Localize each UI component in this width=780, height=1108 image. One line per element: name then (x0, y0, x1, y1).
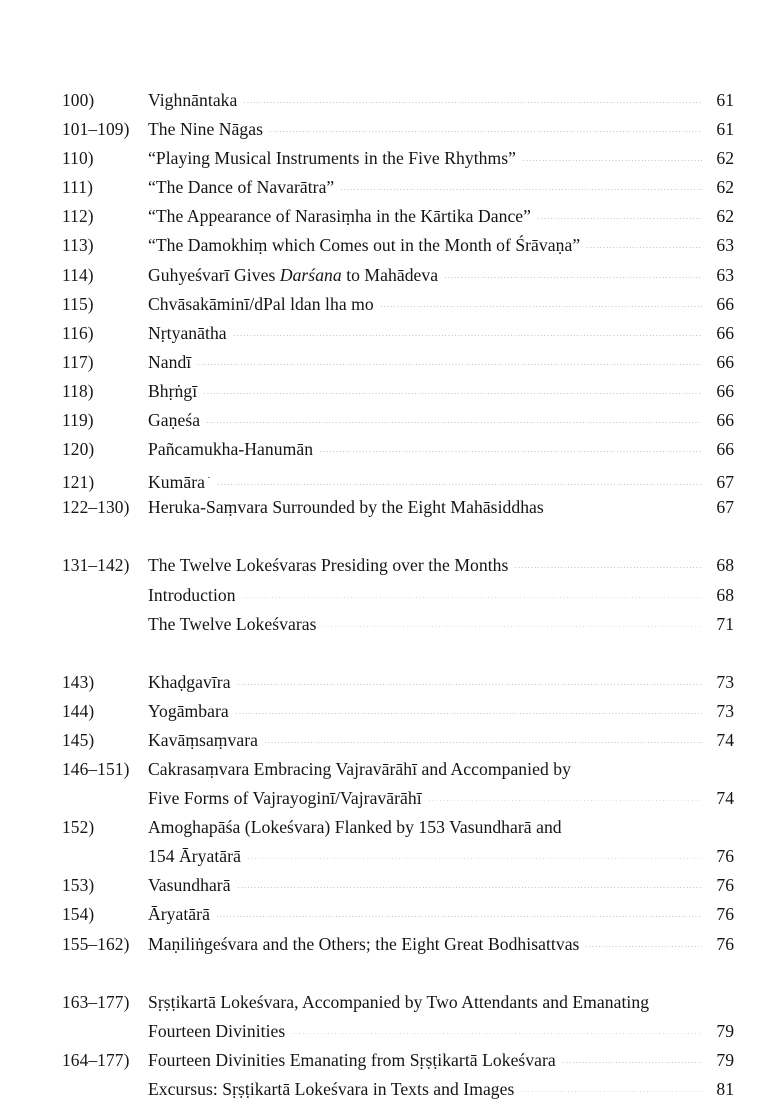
toc-page-number[interactable]: 71 (716, 613, 734, 634)
toc-title-area (148, 231, 706, 260)
toc-title-area (148, 930, 706, 959)
toc-page-number[interactable]: 79 (716, 1020, 734, 1041)
toc-page-number[interactable]: 81 (716, 1078, 734, 1099)
toc-entry[interactable] (62, 726, 734, 755)
toc-title-area (148, 144, 706, 173)
toc-entry-title: The Twelve Lokeśvaras Presiding over the Months (148, 555, 509, 576)
section-spacer (62, 959, 734, 988)
toc-entry-line[interactable] (62, 173, 734, 202)
toc-page-number[interactable]: 74 (716, 788, 734, 809)
dot-leader (563, 1062, 702, 1063)
toc-entry-number: 118) (62, 380, 94, 401)
toc-entry-number: 131–142) (62, 555, 130, 576)
toc-page-number[interactable]: 66 (716, 351, 734, 372)
section-spacer (62, 639, 734, 668)
toc-entry-title: Vasundharā (148, 875, 231, 896)
toc-entry-number: 119) (62, 410, 94, 431)
toc-entry-title: Guhyeśvarī Gives Darśana to Mahādeva (148, 264, 439, 285)
toc-entry-number: 146–151) (62, 758, 130, 779)
toc-entry-title: Nandī (148, 351, 192, 372)
toc-entry[interactable] (62, 173, 734, 202)
toc-title-area (148, 464, 706, 497)
toc-entry-title: The Twelve Lokeśvaras (148, 613, 317, 634)
toc-page-number[interactable]: 67 (716, 497, 734, 518)
toc-entry-title: Amoghapāśa (Lokeśvara) Flanked by 153 Vasundharā and (148, 817, 562, 838)
toc-page-number[interactable]: 79 (716, 1049, 734, 1070)
toc-entry-line[interactable] (62, 319, 734, 348)
dot-leader (587, 247, 702, 248)
toc-entry[interactable] (62, 348, 734, 377)
toc-entry-title: Chvāsakāminī/dPal ldan lha mo (148, 293, 374, 314)
toc-entry-line[interactable] (62, 551, 734, 580)
toc-page-number[interactable]: 61 (716, 90, 734, 110)
toc-entry-line[interactable] (62, 610, 734, 639)
dot-leader (445, 277, 702, 278)
toc-title-area (148, 668, 706, 697)
toc-entry-title: Five Forms of Vajrayoginī/Vajravārāhī (148, 788, 422, 809)
toc-title-area (148, 871, 706, 900)
toc-page-number[interactable]: 76 (716, 875, 734, 896)
toc-entry-title: Sṛṣṭikartā Lokeśvara, Accompanied by Two Attendants and Emanating (148, 991, 650, 1012)
toc-page-number[interactable]: 76 (716, 846, 734, 867)
toc-entry-line[interactable] (62, 755, 734, 784)
toc-entry-line[interactable] (62, 348, 734, 377)
toc-entry[interactable] (62, 319, 734, 348)
toc-entry-title: Kavāṃsaṃvara (148, 729, 259, 750)
toc-entry-number: 101–109) (62, 119, 130, 140)
toc-page-number[interactable]: 76 (716, 933, 734, 954)
toc-entry[interactable] (62, 1046, 734, 1104)
toc-entry-number: 112) (62, 206, 94, 227)
dot-leader (236, 713, 702, 714)
toc-entry[interactable] (62, 406, 734, 435)
dot-leader (324, 626, 702, 627)
dot-leader (538, 218, 702, 219)
dot-leader (569, 829, 702, 830)
toc-entry[interactable] (62, 668, 734, 697)
toc-title-area (148, 813, 706, 842)
dot-leader (244, 102, 702, 103)
toc-entry-number: 116) (62, 322, 94, 343)
dot-leader (381, 306, 702, 307)
toc-page-number[interactable]: 73 (716, 700, 734, 721)
toc-entry-title: “Playing Musical Instruments in the Five Rhythms” (148, 148, 516, 169)
dot-leader (521, 1091, 702, 1092)
toc-entry-number: 121) (62, 472, 95, 493)
toc-page-number[interactable]: 62 (716, 148, 734, 169)
toc-entry[interactable] (62, 493, 734, 522)
toc-entry-title: Gaṇeśa (148, 410, 201, 431)
toc-entry-line[interactable] (62, 435, 734, 464)
toc-entry-title: Yogāmbara (148, 700, 229, 721)
toc-title-area (148, 319, 706, 348)
toc-title-area (148, 290, 706, 319)
toc-page-number[interactable]: 66 (716, 293, 734, 314)
toc-entry-title: Excursus: Sṛṣṭikartā Lokeśvara in Texts and Images (148, 1078, 515, 1099)
toc-entry-line[interactable] (62, 784, 734, 813)
toc-title-area (148, 1075, 706, 1104)
toc-entry-line[interactable] (62, 871, 734, 900)
toc-entry-number: 155–162) (62, 933, 130, 954)
toc-page-number[interactable]: 66 (716, 380, 734, 401)
toc-entry-number: 153) (62, 875, 95, 896)
toc-title-area (148, 697, 706, 726)
toc-entry-title: Āryatārā (148, 904, 210, 925)
dot-leader (320, 451, 702, 452)
dot-leader (234, 335, 702, 336)
toc-entry-line[interactable] (62, 668, 734, 697)
toc-entry[interactable] (62, 755, 734, 813)
toc-page-number[interactable]: 74 (716, 729, 734, 750)
toc-page-number[interactable]: 62 (716, 206, 734, 227)
toc-page-number[interactable]: 68 (716, 584, 734, 605)
dot-leader (551, 509, 702, 510)
toc-entry-number: 152) (62, 817, 95, 838)
toc-title-area (148, 377, 706, 406)
toc-entry-title: The Nine Nāgas (148, 119, 264, 140)
toc-entry[interactable] (62, 697, 734, 726)
toc-page-number[interactable]: 62 (716, 177, 734, 198)
section-spacer (62, 522, 734, 551)
toc-entry[interactable] (62, 435, 734, 464)
dot-leader (292, 1033, 702, 1034)
toc-title-area (148, 261, 706, 290)
toc-entry-line[interactable] (62, 1075, 734, 1104)
toc-entry-line[interactable] (62, 726, 734, 755)
toc-entry-number: 117) (62, 351, 94, 372)
dot-leader (218, 484, 702, 485)
toc-entry-title: Kumāra · (148, 472, 211, 493)
toc-entry-number: 143) (62, 671, 95, 692)
toc-entry[interactable] (62, 261, 734, 290)
toc-entry-line[interactable] (62, 261, 734, 290)
toc-entry-title: Bhṛṅgī (148, 380, 198, 401)
dot-leader (217, 916, 702, 917)
toc-entry[interactable] (62, 900, 734, 929)
toc-entry-title: Heruka-Saṃvara Surrounded by the Eight Mahāsiddhas (148, 497, 544, 518)
toc-entry-number: 110) (62, 148, 94, 169)
toc-entry-title: Introduction (148, 584, 236, 605)
toc-title-area (148, 115, 706, 144)
toc-entry-title: Fourteen Divinities Emanating from Sṛṣṭikartā Lokeśvara (148, 1049, 556, 1070)
toc-entry-line[interactable] (62, 493, 734, 522)
toc-entry[interactable] (62, 115, 734, 144)
toc-entry-title: “The Damokhiṃ which Comes out in the Month of Śrāvaṇa” (148, 235, 581, 256)
toc-entry-title: “The Dance of Navarātra” (148, 177, 335, 198)
toc-entry-number: 120) (62, 439, 95, 460)
toc-title-area (148, 406, 706, 435)
toc-page-number[interactable]: 68 (716, 555, 734, 576)
toc-entry-line[interactable] (62, 290, 734, 319)
dot-leader (238, 684, 702, 685)
toc-entry-title: Pañcamukha-Hanumān (148, 439, 314, 460)
toc-title-area (148, 1046, 706, 1075)
toc-entry-number: 113) (62, 235, 94, 256)
dot-leader (523, 160, 702, 161)
toc-entry[interactable] (62, 551, 734, 638)
toc-entry[interactable] (62, 290, 734, 319)
toc-title-area (148, 551, 706, 580)
toc-title-area (148, 202, 706, 231)
footnote-mark: · (206, 472, 211, 485)
toc-entry[interactable] (62, 464, 734, 493)
toc-entry-title: Fourteen Divinities (148, 1020, 286, 1041)
toc-page-number[interactable]: 66 (716, 439, 734, 460)
dot-leader (207, 422, 702, 423)
toc-title-area (148, 435, 706, 464)
toc-title-area (148, 842, 706, 871)
toc-page-number[interactable]: 66 (716, 410, 734, 431)
dot-leader (578, 771, 702, 772)
dot-leader (429, 800, 702, 801)
toc-entry-title: 154 Āryatārā (148, 846, 241, 867)
toc-entry[interactable] (62, 231, 734, 260)
toc-title-area (148, 1017, 706, 1046)
toc-page-number[interactable]: 63 (716, 264, 734, 285)
toc-entry-title: Maṇiliṅgeśvara and the Others; the Eight Great Bodhisattvas (148, 933, 580, 954)
toc-entry-number: 114) (62, 264, 94, 285)
toc-title-area (148, 86, 706, 115)
table-of-contents (62, 86, 734, 1104)
toc-entry-title: Nṛtyanātha (148, 322, 227, 343)
toc-entry[interactable] (62, 930, 734, 959)
toc-entry-line[interactable] (62, 202, 734, 231)
toc-title-area (148, 493, 706, 522)
toc-title-area (148, 988, 706, 1017)
toc-entry-line[interactable] (62, 697, 734, 726)
toc-entry-title: Vighnāntaka (148, 90, 238, 110)
toc-entry[interactable] (62, 377, 734, 406)
toc-entry-line[interactable] (62, 377, 734, 406)
dot-leader (248, 858, 702, 859)
toc-title-area (148, 610, 706, 639)
toc-entry-number: 100) (62, 90, 95, 110)
toc-page-number[interactable]: 67 (716, 472, 734, 493)
toc-entry[interactable] (62, 86, 734, 115)
dot-leader (243, 597, 702, 598)
toc-entry[interactable] (62, 144, 734, 173)
dot-leader (238, 887, 702, 888)
toc-page-number[interactable]: 63 (716, 235, 734, 256)
toc-entry[interactable] (62, 813, 734, 871)
toc-title-area (148, 784, 706, 813)
toc-entry-line[interactable] (62, 813, 734, 842)
toc-entry-line[interactable] (62, 581, 734, 610)
dot-leader (204, 393, 702, 394)
dot-leader (265, 742, 702, 743)
toc-entry-number: 111) (62, 177, 93, 198)
dot-leader (586, 946, 702, 947)
toc-title-area (148, 581, 706, 610)
toc-entry[interactable] (62, 202, 734, 231)
toc-page-number[interactable]: 73 (716, 671, 734, 692)
toc-page-number[interactable]: 76 (716, 904, 734, 925)
toc-entry-line[interactable] (62, 231, 734, 260)
dot-leader (515, 567, 702, 568)
dot-leader (341, 189, 702, 190)
toc-entry-number: 122–130) (62, 497, 130, 518)
toc-title-area (148, 173, 706, 202)
toc-entry-number: 163–177) (62, 991, 130, 1012)
toc-entry-title: Khaḍgavīra (148, 671, 231, 692)
toc-title-area (148, 348, 706, 377)
toc-entry-line[interactable] (62, 406, 734, 435)
toc-entry-line[interactable] (62, 144, 734, 173)
toc-title-area (148, 755, 706, 784)
toc-title-area (148, 726, 706, 755)
toc-entry-line[interactable] (62, 1046, 734, 1075)
toc-entry-number: 145) (62, 729, 95, 750)
toc-entry-line[interactable] (62, 842, 734, 871)
dot-leader (198, 364, 702, 365)
toc-entry[interactable] (62, 988, 734, 1046)
toc-entry-line[interactable] (62, 988, 734, 1017)
toc-title-area (148, 900, 706, 929)
toc-entry-title: Cakrasaṃvara Embracing Vajravārāhī and Accompanied by (148, 758, 571, 779)
toc-entry-number: 164–177) (62, 1049, 130, 1070)
toc-entry-number: 144) (62, 700, 95, 721)
toc-entry[interactable] (62, 871, 734, 900)
toc-entry-line[interactable] (62, 900, 734, 929)
toc-entry-line[interactable] (62, 86, 734, 115)
toc-entry-line[interactable] (62, 464, 734, 493)
toc-page-number[interactable]: 66 (716, 322, 734, 343)
toc-entry-line[interactable] (62, 115, 734, 144)
toc-entry-line[interactable] (62, 930, 734, 959)
dot-leader (656, 1004, 702, 1005)
toc-page-number[interactable]: 61 (716, 119, 734, 140)
toc-entry-line[interactable] (62, 1017, 734, 1046)
toc-entry-number: 115) (62, 293, 94, 314)
dot-leader (270, 131, 702, 132)
toc-entry-title: “The Appearance of Narasiṃha in the Kārtika Dance” (148, 206, 532, 227)
toc-entry-number: 154) (62, 904, 95, 925)
